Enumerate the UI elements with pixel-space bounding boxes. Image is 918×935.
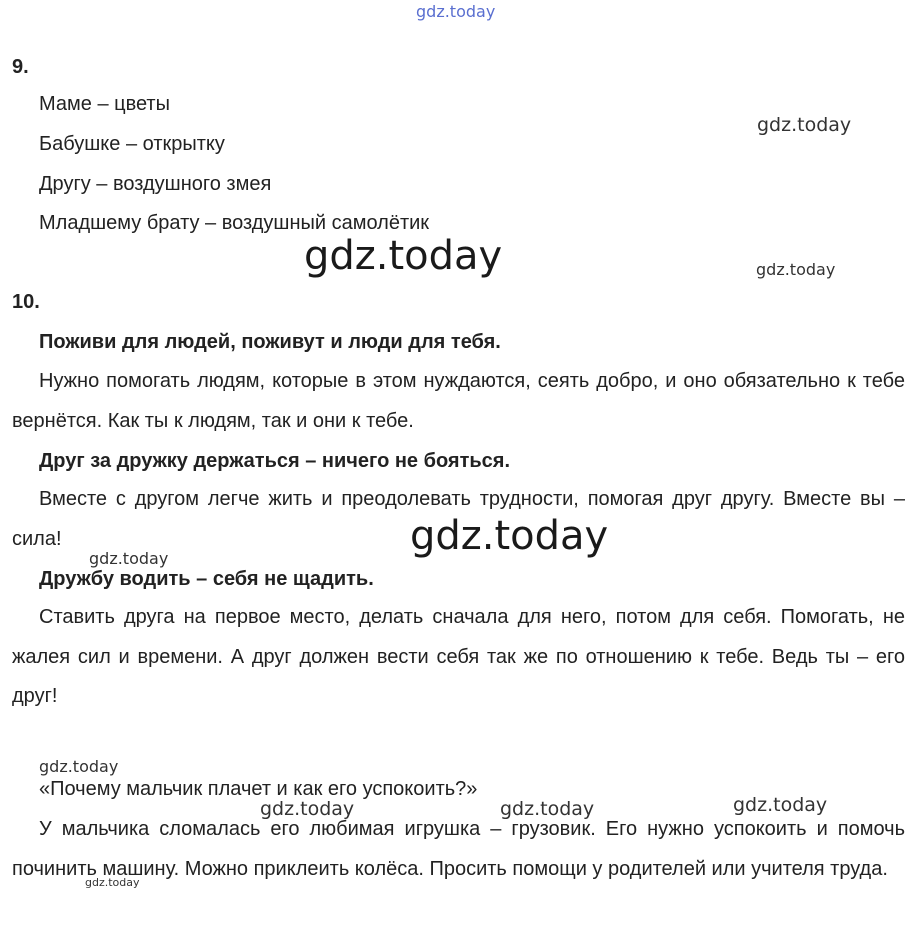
watermark: gdz.today <box>85 876 140 889</box>
task-9-item: Младшему брату – воздушный самолётик <box>39 212 430 234</box>
task-10-number: 10. <box>12 291 40 313</box>
proverb-explanation: Ставить друга на первое место, делать сначала для него, потом для себя. Помогать, не жалея сил и времени. А друг должен вести себя так же по отношению к тебе. Ведь ты – его друг! <box>12 606 905 707</box>
proverb-explanation: Вместе с другом легче жить и преодолевать трудности, помогая друг другу. Вместе вы – сила! <box>12 488 905 550</box>
task-9-item: Другу – воздушного змея <box>39 173 272 195</box>
watermark: gdz.today <box>304 233 503 279</box>
watermark: gdz.today <box>500 798 595 820</box>
watermark: gdz.today <box>756 260 836 279</box>
watermark: gdz.today <box>757 114 852 136</box>
watermark: gdz.today <box>39 757 119 776</box>
proverb-explanation: Нужно помогать людям, которые в этом нуждаются, сеять добро, и оно обязательно к тебе вернётся. Как ты к людям, так и они к тебе. <box>12 370 905 432</box>
task-9-item: Бабушке – открытку <box>39 133 225 155</box>
task-9-item: Маме – цветы <box>39 93 170 115</box>
watermark: gdz.today <box>733 794 828 816</box>
watermark: gdz.today <box>260 798 355 820</box>
watermark: gdz.today <box>416 2 496 21</box>
proverb-title: Друг за дружку держаться – ничего не бояться. <box>39 450 511 472</box>
watermark: gdz.today <box>89 549 169 568</box>
story-answer: У мальчика сломалась его любимая игрушка – грузовик. Его нужно успокоить и помочь починить машину. Можно приклеить колёса. Просить помощи у родителей или учителя труда. <box>12 818 905 880</box>
task-9-number: 9. <box>12 56 29 78</box>
proverb-title: Дружбу водить – себя не щадить. <box>39 568 374 590</box>
proverb-title: Поживи для людей, поживут и люди для тебя. <box>39 331 501 353</box>
story-title: «Почему мальчик плачет и как его успокоить?» <box>39 778 478 800</box>
watermark: gdz.today <box>410 513 609 559</box>
